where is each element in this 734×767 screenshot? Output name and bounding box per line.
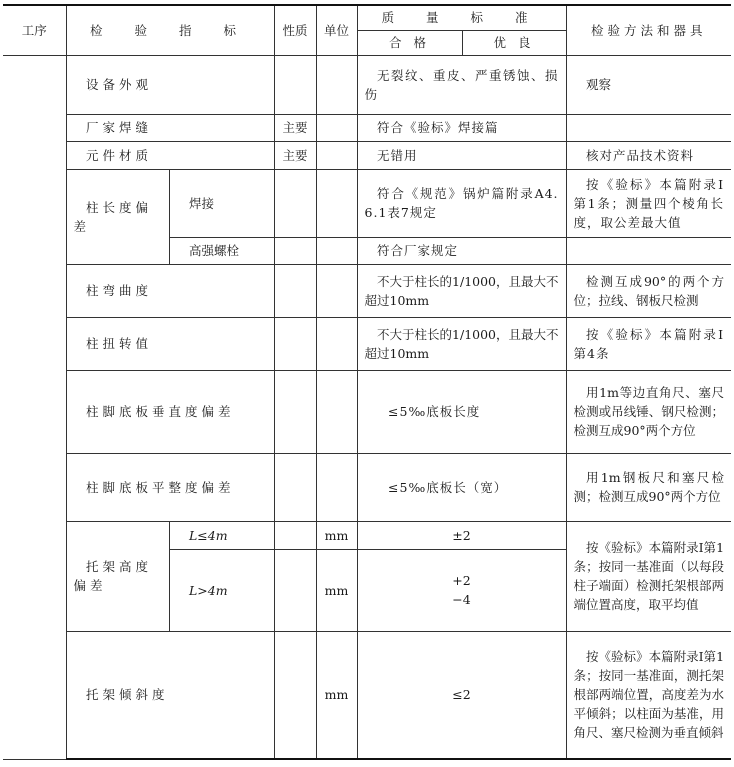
qualified-material: 无错用 — [357, 141, 566, 169]
header-nature: 性质 — [274, 5, 316, 55]
indicator-weld: 厂家焊缝 — [66, 114, 274, 141]
header-process: 工序 — [3, 5, 66, 55]
sub-bracket-gt4: L>4m — [169, 549, 274, 631]
nature-material: 主要 — [274, 141, 316, 169]
sub-welding: 焊接 — [169, 169, 274, 237]
qualified-bending: 不大于柱长的1/1000，且最大不超过10mm — [357, 264, 566, 317]
indicator-bracket-tilt: 托架倾斜度 — [66, 631, 274, 759]
nature-base-vertical — [274, 370, 316, 453]
indicator-appearance: 设备外观 — [66, 55, 274, 114]
unit-appearance — [316, 55, 357, 114]
nature-bending — [274, 264, 316, 317]
qualified-torsion: 不大于柱长的1/1000，且最大不超过10mm — [357, 317, 566, 370]
table-wrapper — [3, 4, 731, 760]
indicator-material: 元件材质 — [66, 141, 274, 169]
qualified-weld: 符合《验标》焊接篇 — [357, 114, 566, 141]
qualified-base-flat: ≤5‰底板长（宽） — [357, 453, 566, 521]
method-base-vertical: 用1m等边直角尺、塞尺检测或吊线锤、钢尺检测；检测互成90°两个方位 — [566, 370, 731, 453]
nature-base-flat — [274, 453, 316, 521]
unit-bending — [316, 264, 357, 317]
qualified-bracket-gt4 — [357, 549, 566, 631]
qualified-bracket-le4: ±2 — [357, 521, 566, 549]
unit-base-vertical — [316, 370, 357, 453]
unit-material — [316, 141, 357, 169]
sub-bolt: 高强螺栓 — [169, 237, 274, 264]
nature-bracket-le4 — [274, 521, 316, 549]
method-bracket-height: 按《验标》本篇附录Ⅰ第1条；按同一基准面（以每段柱子端面）检测托架根部两端位置高度，取平均值 — [566, 521, 731, 631]
method-material: 核对产品技术资料 — [566, 141, 731, 169]
indicator-torsion: 柱扭转值 — [66, 317, 274, 370]
nature-length-welding — [274, 169, 316, 237]
nature-torsion — [274, 317, 316, 370]
indicator-bending: 柱弯曲度 — [66, 264, 274, 317]
unit-torsion — [316, 317, 357, 370]
unit-length-bolt — [316, 237, 357, 264]
method-length-bolt — [566, 237, 731, 264]
header-indicator: 检 验 指 标 — [66, 5, 274, 55]
method-bracket-tilt: 按《验标》本篇附录Ⅰ第1条；按同一基准面，测托架根部两端位置，高度差为水平倾斜；以柱面为基准，用角尺、塞尺检测为垂直倾斜 — [566, 631, 731, 759]
method-bending: 检测互成90°的两个方位；拉线、钢板尺检测 — [566, 264, 731, 317]
unit-bracket-tilt: mm — [316, 631, 357, 759]
qualified-length-welding: 符合《规范》锅炉篇附录A4.6.1表7规定 — [357, 169, 566, 237]
qualified-bracket-gt4-plus: +2 — [452, 573, 471, 588]
unit-bracket-gt4: mm — [316, 549, 357, 631]
unit-length-welding — [316, 169, 357, 237]
indicator-bracket-height: 托架高度偏差 — [66, 521, 169, 631]
indicator-length: 柱长度偏差 — [66, 169, 169, 264]
qualified-base-vertical: ≤5‰底板长度 — [357, 370, 566, 453]
method-length-welding: 按《验标》本篇附录Ⅰ第1条；测量四个棱角长度，取公差最大值 — [566, 169, 731, 237]
sub-bracket-le4: L≤4m — [169, 521, 274, 549]
header-qualified: 合 格 — [357, 30, 462, 55]
process-cell — [3, 55, 66, 759]
unit-bracket-le4: mm — [316, 521, 357, 549]
method-base-flat: 用1m钢板尺和塞尺检测；检测互成90°两个方位 — [566, 453, 731, 521]
method-torsion: 按《验标》本篇附录Ⅰ第4条 — [566, 317, 731, 370]
header-quality-standard: 质 量 标 准 — [357, 5, 566, 30]
qualified-bracket-gt4-minus: −4 — [452, 592, 471, 607]
qualified-appearance: 无裂纹、重皮、严重锈蚀、损伤 — [357, 55, 566, 114]
unit-weld — [316, 114, 357, 141]
qualified-bracket-tilt: ≤2 — [357, 631, 566, 759]
nature-weld: 主要 — [274, 114, 316, 141]
header-method: 检验方法和器具 — [566, 5, 731, 55]
unit-base-flat — [316, 453, 357, 521]
indicator-base-vertical: 柱脚底板垂直度偏差 — [66, 370, 274, 453]
method-weld — [566, 114, 731, 141]
nature-bracket-gt4 — [274, 549, 316, 631]
inspection-table — [3, 4, 731, 760]
nature-length-bolt — [274, 237, 316, 264]
nature-bracket-tilt — [274, 631, 316, 759]
header-excellent: 优 良 — [462, 30, 566, 55]
method-appearance: 观察 — [566, 55, 731, 114]
header-unit: 单位 — [316, 5, 357, 55]
nature-appearance — [274, 55, 316, 114]
indicator-base-flat: 柱脚底板平整度偏差 — [66, 453, 274, 521]
qualified-length-bolt: 符合厂家规定 — [357, 237, 566, 264]
